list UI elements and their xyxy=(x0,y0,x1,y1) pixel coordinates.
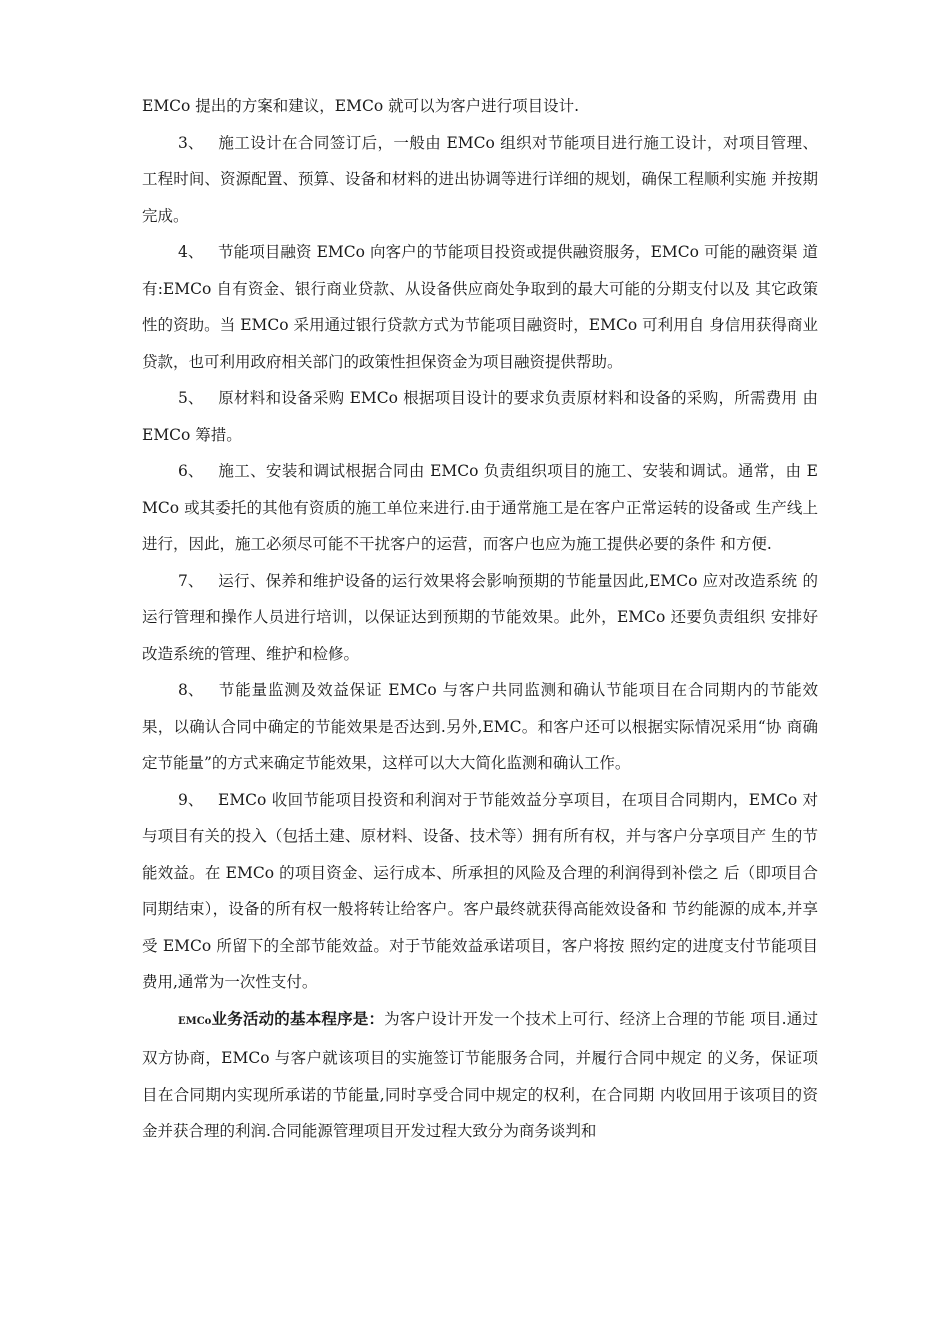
paragraph-item-9 xyxy=(142,782,818,1001)
paragraph-text: 为客户设计开发一个技术上可行、经济上合理的节能 项目.通过双方协商，EMCo 与客户就该项目的实施签订节能服务合同，并履行合同中规定 的义务，保证项目在合同期内实现所承诺的节能量,同时享受合同中规定的权利，在合同期 内收回用于该项目的资金并获合理的利润.合同能源管理项目开发过程大致分为商务谈判和 xyxy=(142,1009,818,1140)
document-page xyxy=(142,88,818,1150)
paragraph-text: 施工设计在合同签订后，一般由 EMCo 组织对节能项目进行施工设计，对项目管理、 工程时间、资源配置、预算、设备和材料的进出协调等进行详细的规划，确保工程顺利实施 并按期完成。 xyxy=(142,133,818,225)
item-number: 4、 xyxy=(178,243,204,261)
item-number: 8、 xyxy=(178,681,204,699)
paragraph-text: EMCo 收回节能项目投资和利润对于节能效益分享项目，在项目合同期内，EMCo 对 与项目有关的投入（包括土建、原材料、设备、技术等）拥有所有权，并与客户分享项目产 生的节能效益。在 EMCo 的项目资金、运行成本、所承担的风险及合理的利润得到补偿之 后（即项目合同期结束），设备的所有权一般将转让给客户。客户最终就获得高能效设备和 节约能源的成本,并享受 EMCo 所留下的全部节能效益。对于节能效益承诺项目，客户将按 照约定的进度支付节能项目费用,通常为一次性支付。 xyxy=(142,790,818,991)
paragraph-item-6 xyxy=(142,453,818,563)
item-number: 7、 xyxy=(178,571,204,590)
paragraph-item-7 xyxy=(142,563,818,673)
paragraph-text: 原材料和设备采购 EMCo 根据项目设计的要求负责原材料和设备的采购，所需费用 由 EMCo 筹措。 xyxy=(142,389,818,444)
paragraph-item-8 xyxy=(142,672,818,782)
paragraph-item-4 xyxy=(142,234,818,380)
item-number: 5、 xyxy=(178,389,204,407)
lead-term: EMCo xyxy=(178,1015,212,1027)
item-number: 9、 xyxy=(178,790,204,809)
paragraph-text: 节能项目融资 EMCo 向客户的节能项目投资或提供融资服务，EMCo 可能的融资渠 道有:EMCo 自有资金、银行商业贷款、从设备供应商处争取到的最大可能的分期支付以及 其它政策性的资助。当 EMCo 采用通过银行贷款方式为节能项目融资时，EMCo 可利用自 身信用获得商业贷款，也可利用政府相关部门的政策性担保资金为项目融资提供帮助。 xyxy=(142,243,818,371)
paragraph-item-5 xyxy=(142,380,818,453)
item-number: 3、 xyxy=(178,133,204,152)
paragraph-text: 运行、保养和维护设备的运行效果将会影响预期的节能量因此,EMCo 应对改造系统 的运行管理和操作人员进行培训，以保证达到预期的节能效果。此外，EMCo 还要负责组织 安排好改造系统的管理、维护和检修。 xyxy=(142,571,818,663)
paragraph-item-3 xyxy=(142,125,818,235)
paragraph-closing xyxy=(142,1001,818,1150)
item-number: 6、 xyxy=(178,462,204,480)
paragraph-text: 节能量监测及效益保证 EMCo 与客户共同监测和确认节能项目在合同期内的节能效 果，以确认合同中确定的节能效果是否达到.另外,EMC。和客户还可以根据实际情况采用“协 商确定节能量”的方式来确定节能效果，这样可以大大简化监测和确认工作。 xyxy=(142,681,818,772)
paragraph-continuation xyxy=(142,88,818,125)
paragraph-text: 施工、安装和调试根据合同由 EMCo 负责组织项目的施工、安装和调试。通常，由 EMCo 或其委托的其他有资质的施工单位来进行.由于通常施工是在客户正常运转的设备或 生产线上进行，因此，施工必须尽可能不干扰客户的运营，而客户也应为施工提供必要的条件 和方便. xyxy=(142,462,818,553)
paragraph-text: EMCo 提出的方案和建议，EMCo 就可以为客户进行项目设计. xyxy=(142,97,580,115)
lead-heading: 业务活动的基本程序是： xyxy=(211,1008,385,1028)
